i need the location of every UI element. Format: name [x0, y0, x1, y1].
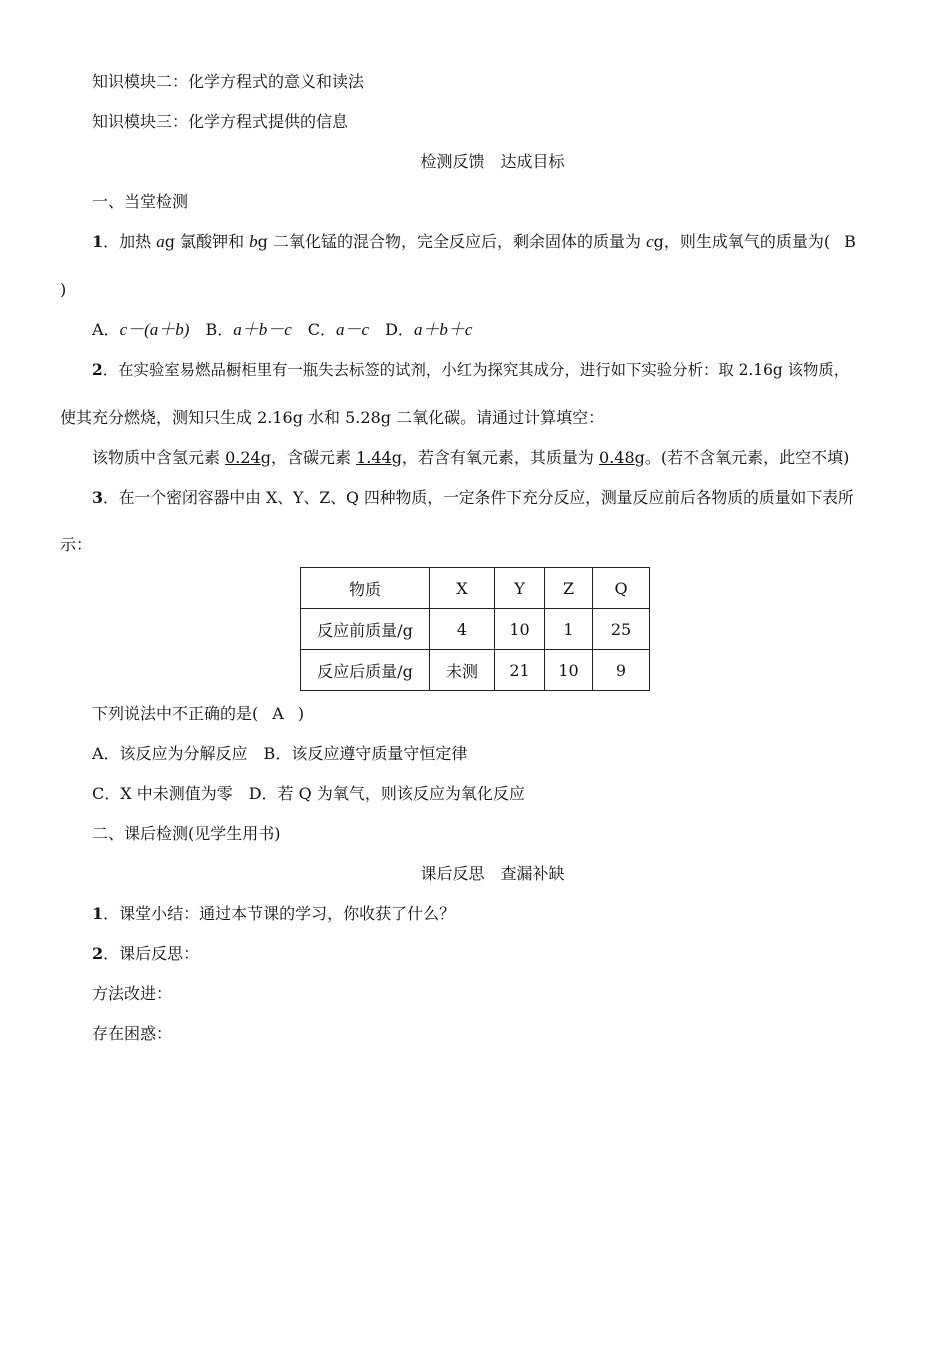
table-cell: 4 [430, 609, 495, 650]
question-text: ．加热 [103, 232, 157, 251]
section-title-reflect [0, 864, 950, 884]
part-2-heading: 二、课后检测(见学生用书) [92, 824, 281, 843]
item-number: 2 [92, 944, 104, 963]
question-1-options [92, 320, 472, 340]
question-text: g，则生成氧气的质量为( [653, 232, 831, 251]
prompt-text: ) [297, 704, 305, 723]
question-3-options-ab: A．该反应为分解反应 B．该反应遵守质量守恒定律 [92, 744, 468, 763]
mass-table [300, 567, 650, 691]
part-1-heading: 一、当堂检测 [92, 192, 189, 211]
table-header-cell: Y [495, 568, 545, 609]
question-text: ．在实验室易燃品橱柜里有一瓶失去标签的试剂，小红为探究其成分，进行如下实验分析：取 2.16g 该物质， [102, 361, 850, 379]
answer: A [272, 704, 284, 723]
table-header-cell: 物质 [301, 568, 430, 609]
fill-text: 该物质中含氢元素 [92, 448, 226, 467]
table-cell: 反应后质量/g [301, 650, 430, 691]
question-number: 1 [92, 232, 104, 251]
prompt-text: 下列说法中不正确的是( [92, 704, 259, 723]
table-cell: 10 [495, 609, 545, 650]
question-1-close-paren: ) [60, 280, 67, 299]
table-header-cell: X [430, 568, 495, 609]
section-title-part-b: 达成目标 [500, 152, 565, 171]
table-header-cell: Q [593, 568, 650, 609]
table-cell: 1 [545, 609, 593, 650]
table-header-row [301, 568, 650, 609]
option-d: a＋b＋c [413, 320, 473, 339]
option-a: c－(a＋b) [119, 320, 190, 339]
item-number: 1 [92, 904, 104, 923]
answer: B [844, 232, 856, 251]
variable-b: b [249, 232, 258, 251]
option-c: a－c [336, 320, 370, 339]
reflect-item-2 [92, 944, 199, 964]
question-2-fill-in [92, 448, 849, 468]
module-3-heading: 知识模块三：化学方程式提供的信息 [92, 112, 349, 131]
table-row [301, 650, 650, 691]
hydrogen-mass: 0.24 [225, 448, 261, 467]
question-2-line-2: 使其充分燃烧，测知只生成 2.16g 水和 5.28g 二氧化碳。请通过计算填空： [60, 408, 605, 427]
table-cell: 反应前质量/g [301, 609, 430, 650]
section-title-part-a: 课后反思 [420, 864, 485, 883]
table-cell: 21 [495, 650, 545, 691]
table-cell: 9 [593, 650, 650, 691]
section-title-part-b: 查漏补缺 [500, 864, 565, 883]
fill-text: g。(若不含氧元素，此空不填) [634, 448, 850, 467]
oxygen-mass: 0.48 [599, 448, 635, 467]
option-label: D． [385, 320, 414, 339]
table-row [301, 609, 650, 650]
method-improvement: 方法改进： [92, 984, 173, 1003]
item-text: ．课堂小结：通过本节课的学习，你收获了什么？ [103, 904, 456, 923]
question-3-line-2: 示： [60, 535, 93, 554]
question-text: ．在一个密闭容器中由 X、Y、Z、Q 四种物质，一定条件下充分反应，测量反应前后各物质的质量如下表所 [103, 488, 854, 507]
table-cell: 10 [545, 650, 593, 691]
section-title-feedback [0, 152, 950, 172]
fill-text: g，若含有氧元素，其质量为 [391, 448, 600, 467]
module-2-heading: 知识模块二：化学方程式的意义和读法 [92, 72, 365, 91]
remaining-confusion: 存在困惑： [92, 1024, 173, 1043]
option-label: B． [205, 320, 234, 339]
question-3-line-1 [92, 488, 854, 508]
reflect-item-1 [92, 904, 455, 924]
table-cell: 未测 [430, 650, 495, 691]
question-number: 2 [92, 361, 103, 379]
option-label: A． [92, 320, 120, 339]
table-header-cell: Z [545, 568, 593, 609]
item-text: ．课后反思： [103, 944, 200, 963]
option-label: C． [307, 320, 337, 339]
variable-c: c [646, 232, 654, 251]
question-text: g 二氧化锰的混合物，完全反应后，剩余固体的质量为 [257, 232, 647, 251]
question-2-line-1 [92, 360, 849, 380]
carbon-mass: 1.44 [356, 448, 392, 467]
question-3-options-cd: C．X 中未测值为零 D．若 Q 为氧气，则该反应为氧化反应 [92, 784, 525, 803]
option-b: a＋b－c [233, 320, 292, 339]
fill-text: g，含碳元素 [260, 448, 357, 467]
question-number: 3 [92, 488, 103, 507]
table-cell: 25 [593, 609, 650, 650]
question-1 [92, 232, 870, 252]
question-text: g 氯酸钾和 [164, 232, 250, 251]
variable-a: a [156, 232, 165, 251]
question-3-prompt [92, 704, 304, 724]
section-title-part-a: 检测反馈 [420, 152, 485, 171]
